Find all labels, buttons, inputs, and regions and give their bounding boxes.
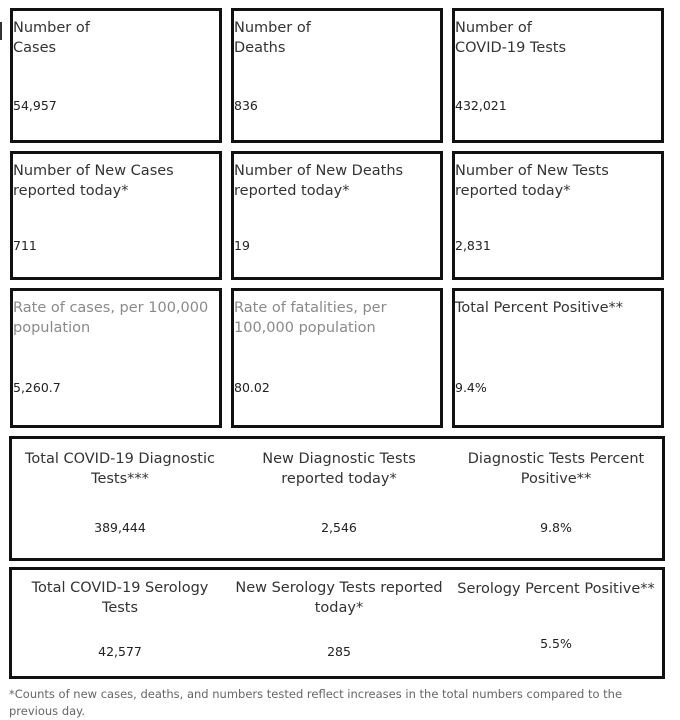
card-label: Number of Deaths (234, 20, 311, 56)
card-label: Serology Percent Positive** (457, 581, 655, 597)
card-value: 432,021 (455, 98, 507, 113)
card-value: 5,260.7 (13, 380, 61, 395)
cell-diagnostic-new (231, 439, 447, 558)
card-fatality-rate (231, 288, 443, 428)
card-value: 2,546 (321, 520, 357, 535)
card-value: 19 (234, 238, 250, 253)
card-label: Number of New Tests reported today* (455, 163, 609, 199)
cell-diagnostic-positive (448, 439, 664, 558)
panel-serology-tests (9, 567, 665, 679)
card-new-tests (452, 151, 664, 280)
card-label: Total Percent Positive** (455, 300, 624, 316)
card-value: 54,957 (13, 98, 57, 113)
card-new-deaths (231, 151, 443, 280)
card-value: 389,444 (94, 520, 146, 535)
card-new-cases (10, 151, 222, 280)
card-value: 9.8% (540, 520, 572, 535)
card-value: 285 (327, 644, 351, 659)
card-value: 80.02 (234, 380, 270, 395)
cell-serology-total (12, 570, 228, 676)
card-number-of-deaths (231, 8, 443, 143)
edge-marker (0, 22, 2, 40)
cell-diagnostic-total (12, 439, 228, 558)
card-total-percent-positive (452, 288, 664, 428)
footnote: *Counts of new cases, deaths, and numbers tested reflect increases in the total numbers compared to the previous day. (9, 687, 623, 718)
card-value: 9.4% (455, 380, 487, 395)
card-label: Total COVID-19 Serology Tests (31, 580, 209, 616)
card-label: Number of Cases (13, 20, 90, 56)
card-label: Rate of fatalities, per 100,000 population (234, 300, 387, 336)
card-label: Diagnostic Tests Percent Positive** (467, 451, 645, 487)
card-value: 2,831 (455, 238, 491, 253)
card-number-of-cases (10, 8, 222, 143)
card-label: Number of New Cases reported today* (13, 163, 174, 199)
card-value: 42,577 (98, 644, 142, 659)
panel-diagnostic-tests (9, 436, 665, 561)
card-label: Number of COVID-19 Tests (455, 20, 567, 56)
cell-serology-new (231, 570, 447, 676)
card-value: 711 (13, 238, 37, 253)
card-label: Total COVID-19 Diagnostic Tests*** (25, 451, 215, 487)
card-number-of-tests (452, 8, 664, 143)
card-label: Rate of cases, per 100,000 population (13, 300, 209, 336)
card-label: New Diagnostic Tests reported today* (262, 451, 416, 487)
card-label: New Serology Tests reported today* (235, 580, 443, 616)
cell-serology-positive (448, 570, 664, 676)
card-value: 5.5% (540, 636, 572, 651)
card-case-rate (10, 288, 222, 428)
card-value: 836 (234, 98, 258, 113)
card-label: Number of New Deaths reported today* (234, 163, 404, 199)
